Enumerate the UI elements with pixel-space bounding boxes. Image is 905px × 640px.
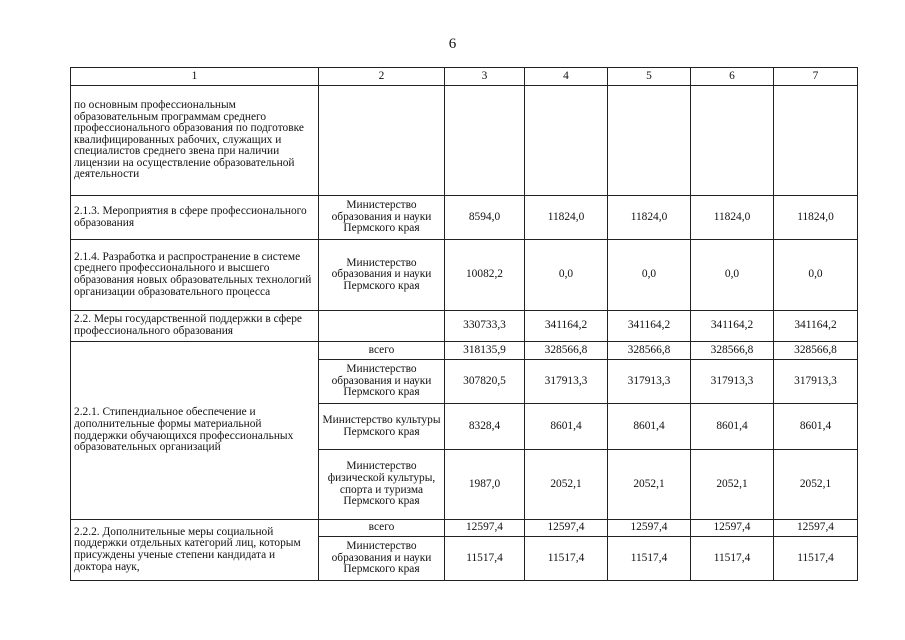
- value-cell: 8601,4: [525, 404, 608, 450]
- value-cell: 341164,2: [774, 311, 858, 342]
- column-header: 2: [319, 68, 445, 86]
- budget-table: [70, 67, 858, 581]
- executor-cell: [319, 311, 445, 342]
- value-cell: 317913,3: [691, 360, 774, 404]
- value-cell: 317913,3: [525, 360, 608, 404]
- executor-cell: [319, 86, 445, 196]
- row-name: по основным профессиональным образовательным программам среднего профессионального образования по подготовке квалифицированных рабочих, служащих и специалистов среднего звена при наличии лицензии на осуществление образовательной деятельности: [71, 86, 319, 196]
- value-cell: 11517,4: [691, 537, 774, 581]
- value-cell: 2052,1: [608, 450, 691, 520]
- value-cell: 1987,0: [445, 450, 525, 520]
- row-name: 2.2.2. Дополнительные меры социальной поддержки отдельных категорий лиц, которым присуждены ученые степени кандидата и доктора наук,: [71, 520, 319, 581]
- value-cell: 2052,1: [525, 450, 608, 520]
- executor-cell: Министерство физической культуры, спорта и туризма Пермского края: [319, 450, 445, 520]
- table-row: [71, 86, 858, 196]
- executor-cell: всего: [319, 342, 445, 360]
- page-number: 6: [448, 36, 457, 52]
- column-header: 3: [445, 68, 525, 86]
- row-name: 2.1.3. Мероприятия в сфере профессионального образования: [71, 196, 319, 240]
- value-cell: 341164,2: [525, 311, 608, 342]
- value-cell: 12597,4: [445, 520, 525, 537]
- value-cell: [608, 86, 691, 196]
- value-cell: 328566,8: [774, 342, 858, 360]
- value-cell: 328566,8: [691, 342, 774, 360]
- value-cell: 11517,4: [774, 537, 858, 581]
- table-row: [71, 196, 858, 240]
- table-row: [71, 240, 858, 311]
- value-cell: 307820,5: [445, 360, 525, 404]
- value-cell: [525, 86, 608, 196]
- value-cell: 8601,4: [608, 404, 691, 450]
- row-name: 2.2. Меры государственной поддержки в сфере профессионального образования: [71, 311, 319, 342]
- value-cell: 0,0: [691, 240, 774, 311]
- value-cell: 317913,3: [774, 360, 858, 404]
- value-cell: 11517,4: [608, 537, 691, 581]
- table-row: [71, 311, 858, 342]
- executor-cell: Министерство культуры Пермского края: [319, 404, 445, 450]
- value-cell: 8328,4: [445, 404, 525, 450]
- column-header: 5: [608, 68, 691, 86]
- value-cell: 12597,4: [691, 520, 774, 537]
- value-cell: 12597,4: [774, 520, 858, 537]
- table-header-row: [71, 68, 858, 86]
- value-cell: 8601,4: [774, 404, 858, 450]
- value-cell: 8594,0: [445, 196, 525, 240]
- executor-cell: Министерство образования и науки Пермского края: [319, 240, 445, 311]
- executor-cell: Министерство образования и науки Пермского края: [319, 360, 445, 404]
- value-cell: 328566,8: [608, 342, 691, 360]
- table-row: [71, 342, 858, 360]
- value-cell: 341164,2: [608, 311, 691, 342]
- value-cell: 11824,0: [774, 196, 858, 240]
- executor-cell: Министерство образования и науки Пермского края: [319, 537, 445, 581]
- row-name: 2.1.4. Разработка и распространение в системе среднего профессионального и высшего образования новых образовательных технологий организации образовательного процесса: [71, 240, 319, 311]
- value-cell: [774, 86, 858, 196]
- value-cell: 8601,4: [691, 404, 774, 450]
- table-row: [71, 520, 858, 537]
- value-cell: 12597,4: [608, 520, 691, 537]
- value-cell: 2052,1: [691, 450, 774, 520]
- column-header: 4: [525, 68, 608, 86]
- column-header: 1: [71, 68, 319, 86]
- value-cell: 318135,9: [445, 342, 525, 360]
- value-cell: 0,0: [525, 240, 608, 311]
- value-cell: 11517,4: [445, 537, 525, 581]
- value-cell: 328566,8: [525, 342, 608, 360]
- executor-cell: всего: [319, 520, 445, 537]
- column-header: 7: [774, 68, 858, 86]
- value-cell: 11824,0: [691, 196, 774, 240]
- value-cell: 341164,2: [691, 311, 774, 342]
- value-cell: 11517,4: [525, 537, 608, 581]
- value-cell: 11824,0: [608, 196, 691, 240]
- value-cell: [691, 86, 774, 196]
- row-name: 2.2.1. Стипендиальное обеспечение и дополнительные формы материальной поддержки обучающихся профессиональных образовательных организаций: [71, 342, 319, 520]
- value-cell: 2052,1: [774, 450, 858, 520]
- value-cell: 0,0: [608, 240, 691, 311]
- value-cell: 11824,0: [525, 196, 608, 240]
- value-cell: [445, 86, 525, 196]
- value-cell: 317913,3: [608, 360, 691, 404]
- value-cell: 12597,4: [525, 520, 608, 537]
- executor-cell: Министерство образования и науки Пермского края: [319, 196, 445, 240]
- value-cell: 330733,3: [445, 311, 525, 342]
- column-header: 6: [691, 68, 774, 86]
- value-cell: 0,0: [774, 240, 858, 311]
- value-cell: 10082,2: [445, 240, 525, 311]
